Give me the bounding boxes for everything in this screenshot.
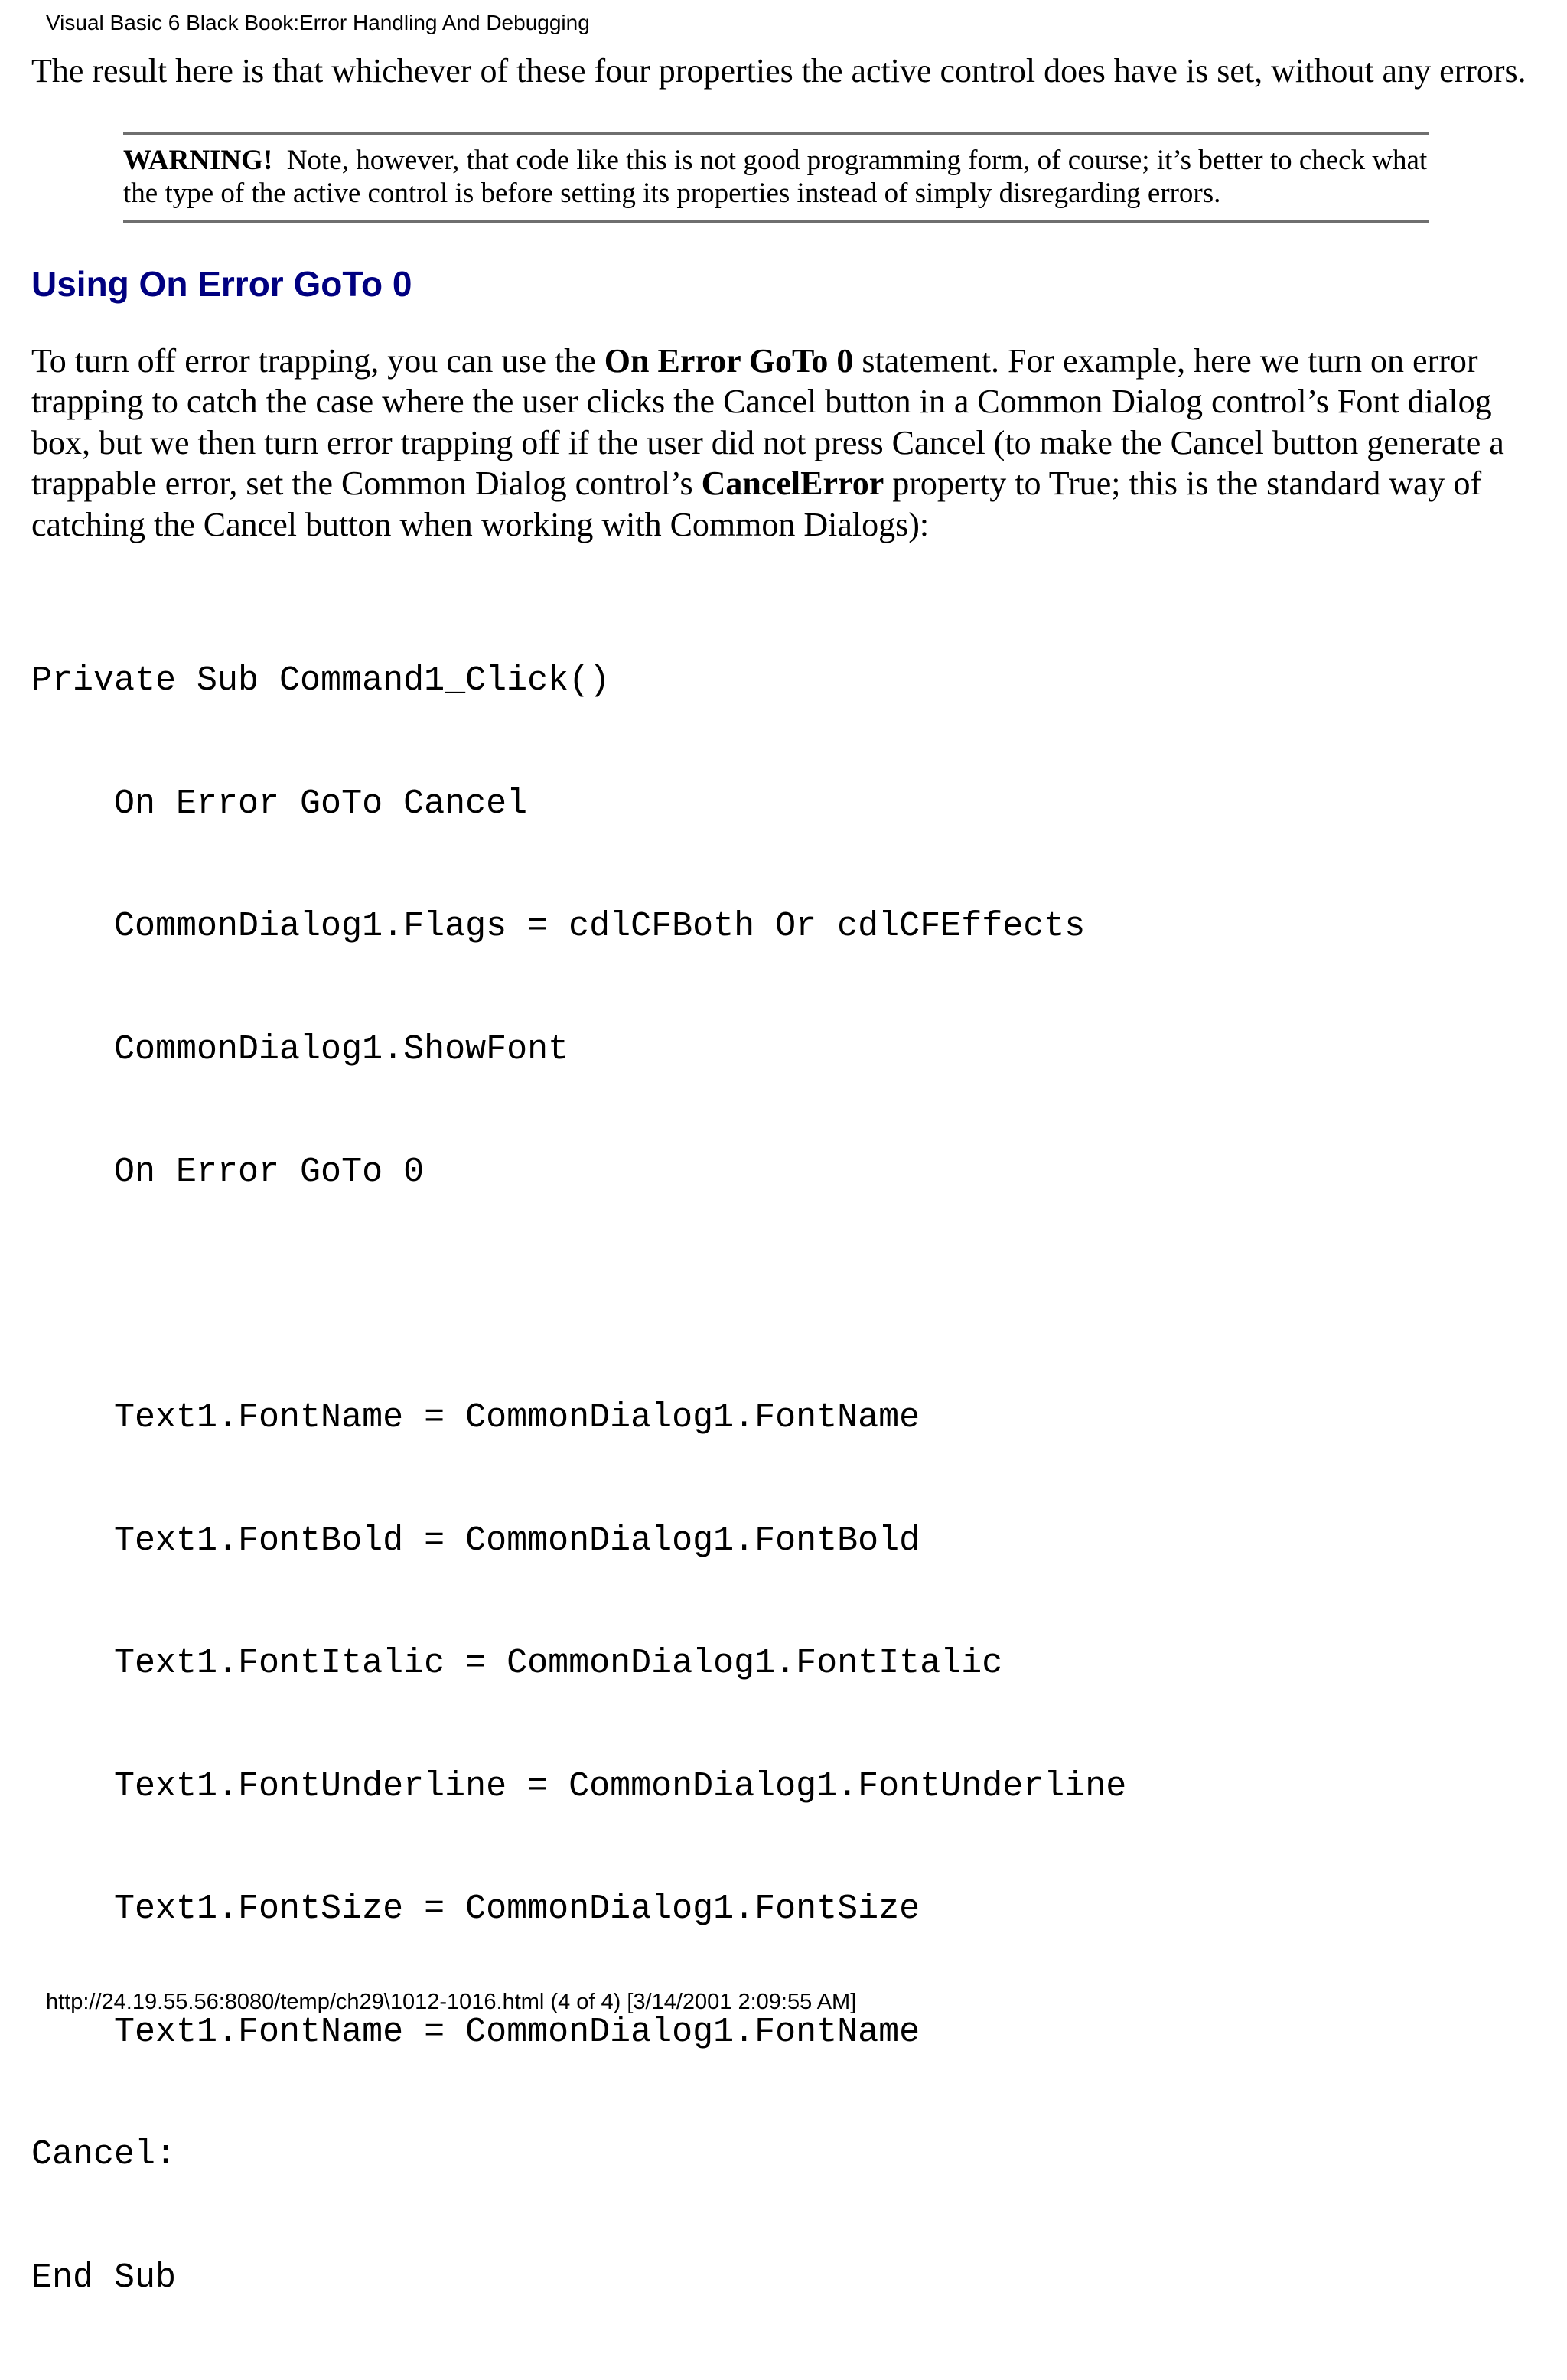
code-line: Text1.FontName = CommonDialog1.FontName	[31, 1398, 920, 1437]
page-header: Visual Basic 6 Black Book:Error Handling And Debugging	[46, 11, 590, 34]
code-line: Text1.FontUnderline = CommonDialog1.FontUnderline	[31, 1766, 1127, 1806]
warning-box	[123, 132, 1429, 223]
code-line: Text1.FontSize = CommonDialog1.FontSize	[31, 1889, 920, 1928]
code-line: Text1.FontBold = CommonDialog1.FontBold	[31, 1521, 920, 1560]
page-footer-url: http://24.19.55.56:8080/temp/ch29\1012-1016.html (4 of 4) [3/14/2001 2:09:55 AM]	[46, 1990, 857, 2014]
section-text-3: property to True; this is the standard way of catching the Cancel button when working with Common Dialogs):	[31, 465, 1482, 543]
section-text-1: To turn off error trapping, you can use the	[31, 341, 604, 380]
code-line: Private Sub Command1_Click()	[31, 661, 611, 700]
section-bold-statement: On Error GoTo 0	[604, 341, 854, 380]
warning-label: WARNING!	[123, 144, 273, 176]
code-line: CommonDialog1.Flags = cdlCFBoth Or cdlCFEffects	[31, 907, 1086, 946]
intro-paragraph: The result here is that whichever of these four properties the active control does have is set, without any errors.	[31, 52, 1526, 90]
code-line: On Error GoTo Cancel	[31, 784, 528, 823]
section-bold-property: CancelError	[701, 465, 884, 502]
code-block	[31, 579, 1539, 2380]
document-content	[31, 51, 1539, 2380]
code-line	[31, 1275, 1539, 1316]
code-line: On Error GoTo 0	[31, 1153, 425, 1192]
code-line: Text1.FontName = CommonDialog1.FontName	[31, 2012, 920, 2052]
section-text-2: statement. For example, here we turn on error trapping to catch the case where the user clicks the Cancel button in a Common Dialog control’s Font dialog box, but we then turn error trapping off if the user did not press Cancel (to make the Cancel button generate a trappable error, set the Common Dialog control’s	[31, 341, 1504, 502]
code-line: End Sub	[31, 2258, 177, 2297]
warning-paragraph	[123, 144, 1429, 210]
section-heading: Using On Error GoTo 0	[31, 263, 412, 304]
warning-body: Note, however, that code like this is not good programming form, of course; it’s better to check what the type of the active control is before setting its properties instead of simply disregarding errors.	[123, 144, 1428, 209]
code-line: CommonDialog1.ShowFont	[31, 1029, 569, 1069]
code-line: Cancel:	[31, 2135, 177, 2174]
code-line: Text1.FontItalic = CommonDialog1.FontItalic	[31, 1644, 1003, 1683]
section-paragraph	[31, 341, 1539, 546]
